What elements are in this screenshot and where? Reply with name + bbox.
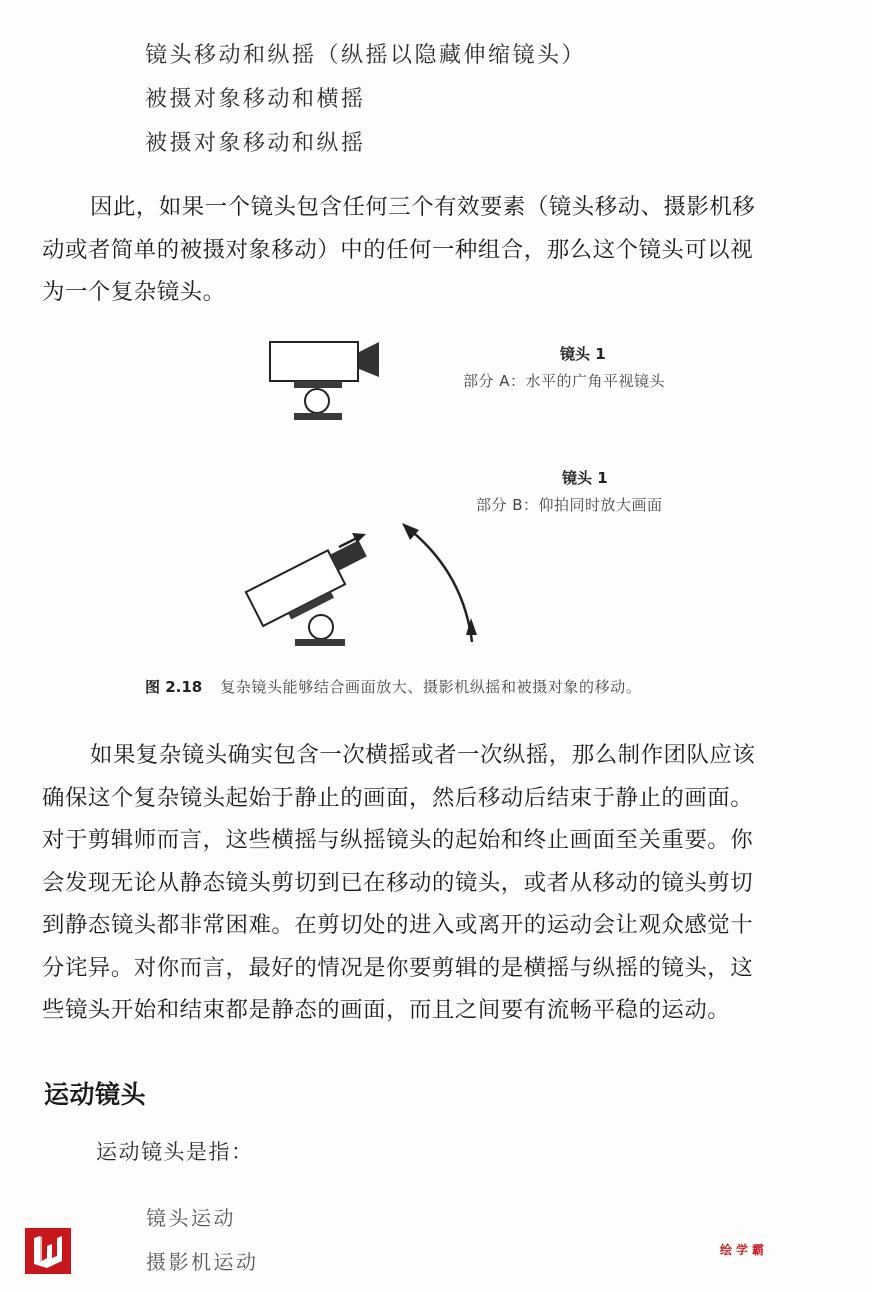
paragraph-line: 会发现无论从静态镜头剪切到已在移动的镜头，或者从移动的镜头剪切 [42, 869, 754, 896]
figure-caption-text: 复杂镜头能够结合画面放大、摄影机纵摇和被摄对象的移动。 [220, 678, 642, 696]
figure-number: 图 2.18 [145, 678, 203, 696]
camera-tilt-up-icon [246, 536, 377, 646]
figure-illustration [0, 320, 872, 660]
figure-part-a-title: 镜头 1 [560, 345, 606, 363]
section-intro: 运动镜头是指： [96, 1140, 254, 1164]
paragraph-line: 到静态镜头都非常困难。在剪切处的进入或离开的运动会让观众感觉十 [42, 912, 754, 938]
brand-watermark: 绘学霸 [720, 1243, 769, 1257]
figure-part-b-title: 镜头 1 [562, 469, 608, 487]
paragraph-line: 如果复杂镜头确实包含一次横摇或者一次纵摇，那么制作团队应该 [90, 742, 756, 768]
figure-part-a-subtitle: 部分 A：水平的广角平视镜头 [463, 372, 666, 390]
list-item: 被摄对象移动和纵摇 [145, 131, 366, 156]
list-item: 镜头移动和纵摇（纵摇以隐藏伸缩镜头） [145, 43, 587, 68]
tilt-arc-arrow-icon [402, 523, 477, 642]
paragraph-line: 因此，如果一个镜头包含任何三个有效要素（镜头移动、摄影机移 [90, 194, 756, 220]
list-item: 镜头运动 [146, 1206, 236, 1230]
figure-caption [145, 676, 641, 697]
paragraph-line: 确保这个复杂镜头起始于静止的画面，然后移动后结束于静止的画面。 [42, 784, 754, 811]
list-item: 摄影机运动 [146, 1250, 259, 1274]
paragraph [42, 186, 854, 314]
paragraph-line: 分诧异。对你而言，最好的情况是你要剪辑的是横摇与纵摇的镜头，这 [42, 954, 754, 981]
section-heading: 运动镜头 [44, 1080, 147, 1109]
camera-level-icon [270, 342, 379, 420]
paragraph-line: 些镜头开始和结束都是静态的画面，而且之间要有流畅平稳的运动。 [42, 997, 731, 1023]
w-book-logo-icon [25, 1228, 71, 1274]
paragraph-line: 为一个复杂镜头。 [42, 279, 226, 305]
paragraph-line: 动或者简单的被摄对象移动）中的任何一种组合，那么这个镜头可以视 [42, 236, 754, 263]
list-item: 被摄对象移动和横摇 [145, 87, 366, 112]
paragraph [42, 734, 854, 1032]
figure-part-b-subtitle: 部分 B：仰拍同时放大画面 [476, 496, 663, 514]
paragraph-line: 对于剪辑师而言，这些横摇与纵摇镜头的起始和终止画面至关重要。你 [42, 827, 754, 853]
